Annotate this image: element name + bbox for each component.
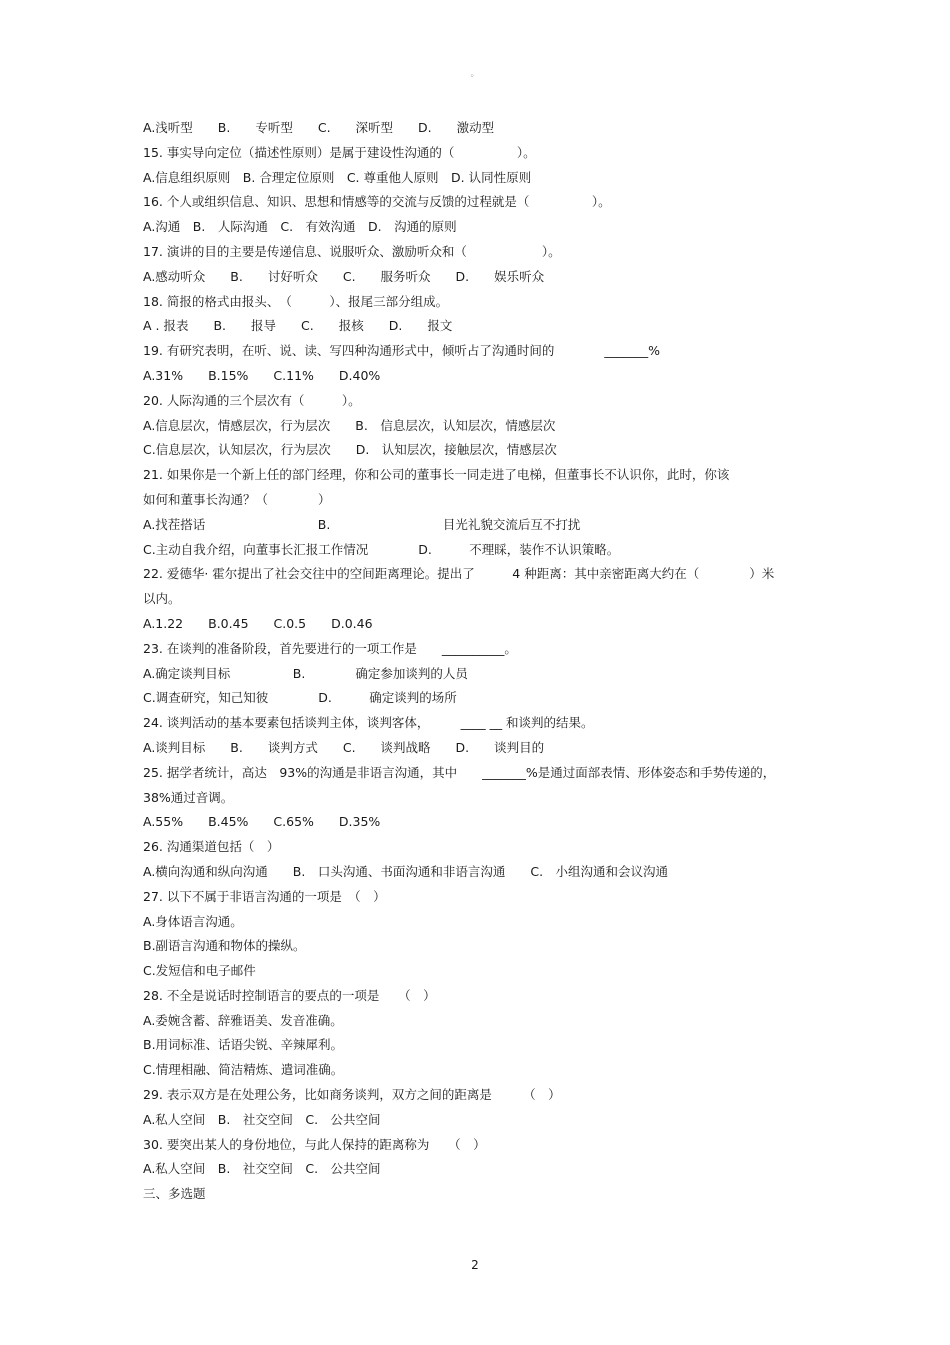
text-line: 以内。 [143, 591, 181, 607]
text-line: 28. 不全是说话时控制语言的要点的一项是 （ ） [143, 987, 436, 1003]
text-line: A.感动听众 B. 讨好听众 C. 服务听众 D. 娱乐听众 [143, 268, 545, 284]
document-body [143, 116, 823, 1207]
text-line: C.主动自我介绍，向董事长汇报工作情况 D. 不理睬，装作不认识策略。 [143, 541, 620, 557]
text-line: C.发短信和电子邮件 [143, 963, 256, 979]
text-line: A.确定谈判目标 B. 确定参加谈判的人员 [143, 665, 468, 681]
text-line: A.信息层次，情感层次，行为层次 B. 信息层次，认知层次，情感层次 [143, 417, 556, 433]
text-line: 17. 演讲的目的主要是传递信息、说服听众、激励听众和（ ）。 [143, 243, 561, 259]
text-line: 24. 谈判活动的基本要素包括谈判主体，谈判客体， ____ __ 和谈判的结果。 [143, 715, 594, 731]
text-line: A.浅听型 B. 专听型 C. 深听型 D. 激动型 [143, 120, 495, 135]
text-line: 30. 要突出某人的身份地位，与此人保持的距离称为 （ ） [143, 1136, 486, 1152]
text-line: 19. 有研究表明，在听、说、读、写四种沟通形式中，倾听占了沟通时间的 _______% [143, 343, 660, 359]
text-line: A.横向沟通和纵向沟通 B. 口头沟通、书面沟通和非语言沟通 C. 小组沟通和会议沟通 [143, 863, 669, 879]
text-line: B.用词标准、话语尖锐、辛辣犀利。 [143, 1037, 344, 1053]
text-line: A.谈判目标 B. 谈判方式 C. 谈判战略 D. 谈判目的 [143, 739, 545, 755]
text-line: 21. 如果你是一个新上任的部门经理，你和公司的董事长一同走进了电梯，但董事长不认识你，此时，你该 [143, 467, 730, 483]
text-line: 22. 爱德华· 霍尔提出了社会交往中的空间距离理论。提出了 4 种距离：其中亲密距离大约在（ ）米 [143, 566, 775, 582]
text-line: A.信息组织原则 B. 合理定位原则 C. 尊重他人原则 D. 认同性原则 [143, 169, 532, 185]
text-line: 26. 沟通渠道包括（ ） [143, 839, 280, 855]
text-line: 18. 简报的格式由报头、 （ ）、报尾三部分组成。 [143, 293, 449, 309]
page-number: 2 [471, 1258, 479, 1272]
text-line: A.委婉含蓄、辞雅语美、发音准确。 [143, 1012, 343, 1028]
text-line: 如何和董事长沟通？（ ） [143, 491, 331, 507]
text-line: A . 报表 B. 报导 C. 报核 D. 报文 [143, 318, 453, 334]
text-line: 16. 个人或组织信息、知识、思想和情感等的交流与反馈的过程就是（ ）。 [143, 194, 611, 210]
header-mark: 。 [470, 69, 480, 79]
text-line: C.信息层次，认知层次，行为层次 D. 认知层次，接触层次，情感层次 [143, 442, 557, 458]
text-line: A.1.22 B.0.45 C.0.5 D.0.46 [143, 615, 373, 631]
text-line: A.找茬搭话 B. 目光礼貌交流后互不打扰 [143, 516, 581, 532]
text-line: 27. 以下不属于非语言沟通的一项是 （ ） [143, 888, 386, 904]
text-line: A.31% B.15% C.11% D.40% [143, 367, 381, 383]
text-line: 三、多选题 [143, 1186, 206, 1202]
text-line: 15. 事实导向定位（描述性原则）是属于建设性沟通的（ ）。 [143, 144, 536, 160]
text-line: C.情理相融、简洁精炼、遣词准确。 [143, 1062, 344, 1078]
text-line: 25. 据学者统计，高达 93%的沟通是非语言沟通，其中 _______%是通过面部表情、形体姿态和手势传递的， [143, 764, 776, 780]
text-line: A.私人空间 B. 社交空间 C. 公共空间 [143, 1161, 381, 1177]
text-line: B.副语言沟通和物体的操纵。 [143, 938, 306, 954]
text-line: C.调查研究，知己知彼 D. 确定谈判的场所 [143, 690, 457, 706]
text-line: A.私人空间 B. 社交空间 C. 公共空间 [143, 1111, 381, 1127]
text-line: 23. 在谈判的准备阶段，首先要进行的一项工作是 __________。 [143, 640, 517, 656]
text-line: A.身体语言沟通。 [143, 913, 243, 929]
text-line: 20. 人际沟通的三个层次有（ ）。 [143, 392, 361, 408]
text-line: A.沟通 B. 人际沟通 C. 有效沟通 D. 沟通的原则 [143, 219, 457, 235]
text-line: 29. 表示双方是在处理公务，比如商务谈判，双方之间的距离是 （ ） [143, 1087, 561, 1103]
text-line: A.55% B.45% C.65% D.35% [143, 814, 381, 830]
text-line: 38%通过音调。 [143, 789, 234, 805]
